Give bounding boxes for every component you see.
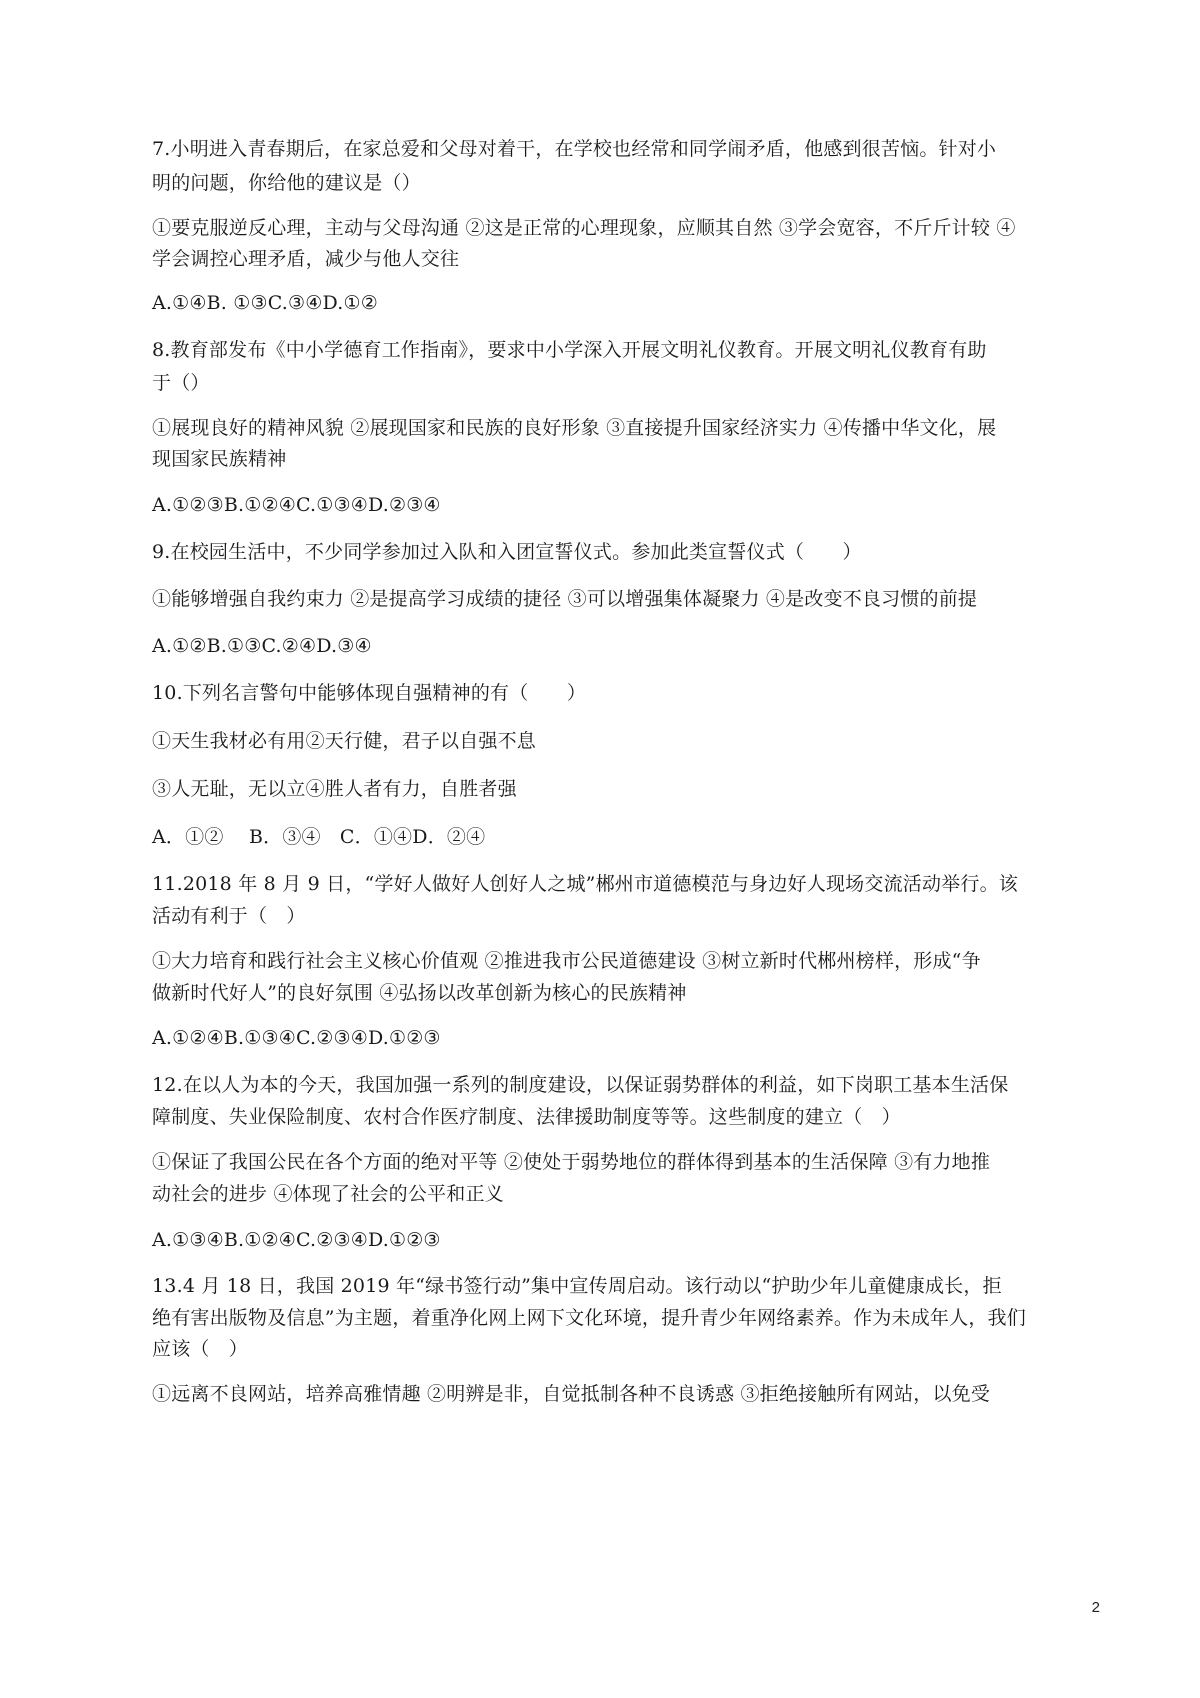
question-11-answer-choices: A.①②④B.①③④C.②③④D.①②③ [152,1027,441,1049]
question-12-answer-choices: A.①③④B.①②④C.②③④D.①②③ [152,1229,441,1251]
question-8-stem-line-2: 于（） [152,372,210,394]
question-10-options-line-1: ①天生我材必有用②天行健，君子以自强不息 [152,730,537,752]
question-12-options-line-1: ①保证了我国公民在各个方面的绝对平等 ②使处于弱势地位的群体得到基本的生活保障 ③有力地推 [152,1151,991,1173]
question-13-stem-line-2: 绝有害出版物及信息”为主题，着重净化网上网下文化环境，提升青少年网络素养。作为未成年人，我们 [152,1307,1026,1329]
question-8-options-line-1: ①展现良好的精神风貌 ②展现国家和民族的良好形象 ③直接提升国家经济实力 ④传播中华文化，展 [152,417,997,439]
question-8-answer-choices: A.①②③B.①②④C.①③④D.②③④ [152,494,441,516]
question-13-stem-line-1: 13.4 月 18 日，我国 2019 年“绿书签行动”集中宣传周启动。该行动以“护助少年儿童健康成长，拒 [152,1275,1002,1297]
question-11-stem-line-2: 活动有利于（ ） [152,905,306,927]
question-7-options-line-1: ①要克服逆反心理，主动与父母沟通 ②这是正常的心理现象，应顺其自然 ③学会宽容，不斤斤计较 ④ [152,217,1016,239]
question-8-stem-line-1: 8.教育部发布《中小学德育工作指南》，要求中小学深入开展文明礼仪教育。开展文明礼仪教育有助 [152,339,987,361]
question-8-options-line-2: 现国家民族精神 [152,448,287,470]
question-13-stem-line-3: 应该（ ） [152,1338,249,1360]
question-12-stem-line-1: 12.在以人为本的今天，我国加强一系列的制度建设，以保证弱势群体的利益，如下岗职工基本生活保 [152,1074,1009,1096]
question-11-options-line-2: 做新时代好人”的良好氛围 ④弘扬以改革创新为核心的民族精神 [152,982,687,1004]
question-9-stem-line-1: 9.在校园生活中，不少同学参加过入队和入团宣誓仪式。参加此类宣誓仪式（ ） [152,541,862,563]
question-11-stem-line-1: 11.2018 年 8 月 9 日，“学好人做好人创好人之城”郴州市道德模范与身边好人现场交流活动举行。该 [152,873,1018,895]
question-9-answer-choices: A.①②B.①③C.②④D.③④ [152,635,372,657]
question-10-stem-line-1: 10.下列名言警句中能够体现自强精神的有（ ） [152,682,587,704]
page-number: 2 [1091,1599,1100,1616]
question-9-options-line-1: ①能够增强自我约束力 ②是提高学习成绩的捷径 ③可以增强集体凝聚力 ④是改变不良习惯的前提 [152,588,978,610]
question-7-stem-line-2: 明的问题，你给他的建议是（） [152,172,421,194]
question-12-stem-line-2: 障制度、失业保险制度、农村合作医疗制度、法律援助制度等等。这些制度的建立（ ） [152,1106,901,1128]
question-7-options-line-2: 学会调控心理矛盾，减少与他人交往 [152,248,460,270]
question-12-options-line-2: 动社会的进步 ④体现了社会的公平和正义 [152,1183,504,1205]
question-7-stem-line-1: 7.小明进入青春期后，在家总爱和父母对着干，在学校也经常和同学闹矛盾，他感到很苦恼。针对小 [152,138,997,160]
question-10-answer-choices: A．①② B．③④ C．①④D．②④ [152,826,486,848]
question-7-answer-choices: A.①④B. ①③C.③④D.①② [152,292,378,314]
question-10-options-line-2: ③人无耻，无以立④胜人者有力，自胜者强 [152,778,517,800]
question-13-options-line-1: ①远离不良网站，培养高雅情趣 ②明辨是非，自觉抵制各种不良诱惑 ③拒绝接触所有网站，以免受 [152,1383,991,1405]
question-11-options-line-1: ①大力培育和践行社会主义核心价值观 ②推进我市公民道德建设 ③树立新时代郴州榜样，形成“争 [152,950,981,972]
